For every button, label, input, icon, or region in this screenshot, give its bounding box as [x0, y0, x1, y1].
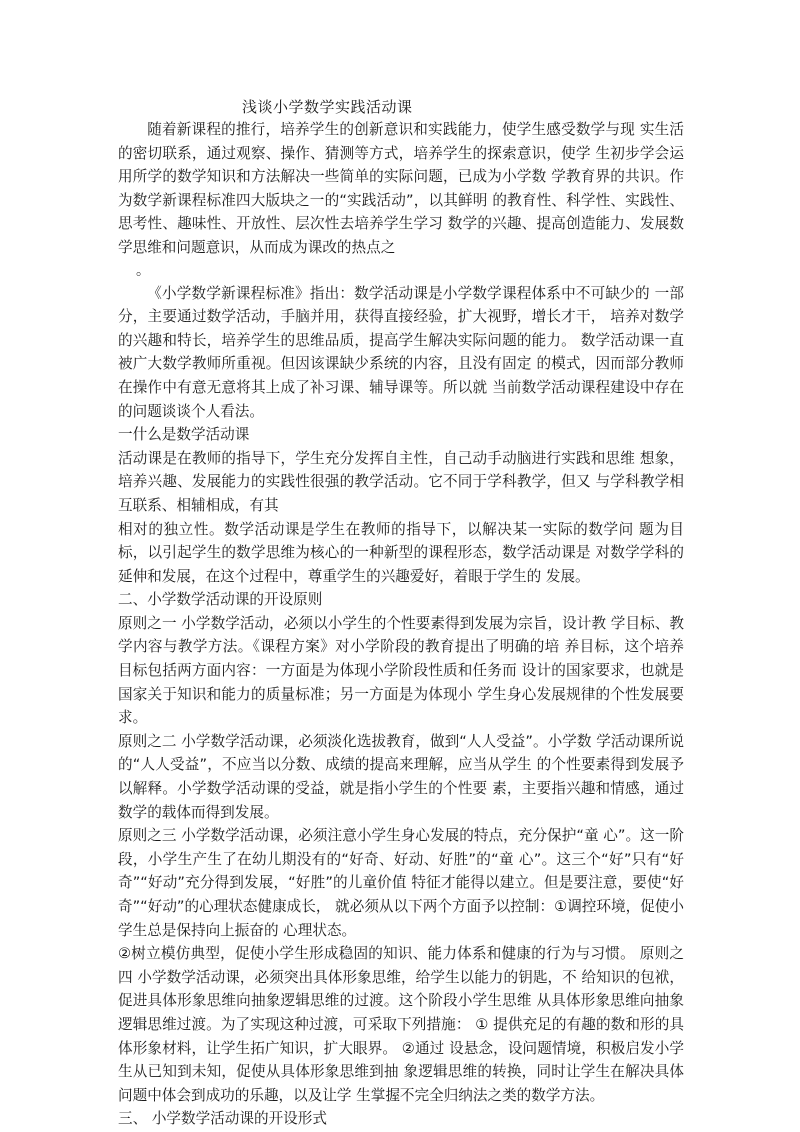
section-heading-what: 一什么是数学活动课	[118, 426, 250, 444]
definition-paragraph-1: 活动课是在教师的指导下，学生充分发挥自主性，自己动手动脑进行实践和思维 想象，培养兴趣、发展能力的实践性很强的教学活动。它不同于学科教学，但又 与学科教学相互联系、相辅相成，有其	[118, 449, 684, 514]
intro-end-mark: 。	[136, 262, 150, 279]
principle-two-paragraph: 原则之二 小学数学活动课，必须淡化选拔教育，做到“人人受益”。小学数 学活动课所说的“人人受益”，不应当以分数、成绩的提高来理解，应当从学生 的个性要素得到发展予以解释。小学数学活动课的受益，就是指小学生的个性要 素，主要指兴趣和情感，通过数学的载体而得到发展。	[118, 732, 684, 821]
section-heading-forms: 三、 小学数学活动课的开设形式	[118, 1110, 327, 1128]
principle-one-paragraph: 原则之一 小学数学活动，必须以小学生的个性要素得到发展为宗旨，设计教 学目标、教学内容与教学方法。《课程方案》对小学阶段的教育提出了明确的培 养目标，这个培养目标包括两方面内容：一方面是为体现小学阶段性质和任务而 设计的国家要求，也就是国家关于知识和能力的质量标准；另一方面是为体现小 学生身心发展规律的个性发展要求。	[118, 614, 684, 727]
principle-four-paragraph: ②树立模仿典型，促使小学生形成稳固的知识、能力体系和健康的行为与习惯。 原则之四 小学数学活动课，必须突出具体形象思维，给学生以能力的钥匙，不 给知识的包袱，促进具体形象思维向抽象逻辑思维的过渡。这个阶段小学生思维 从具体形象思维向抽象逻辑思维过渡。为了实现这种过渡，可采取下列措施： ① 提供充足的有趣的数和形的具体形象材料，让学生拓广知识，扩大眼界。 ②通过 设悬念，设问题情境，积极启发小学生从已知到未知，促使从具体形象思维到抽 象逻辑思维的转换，同时让学生在解决具体问题中体会到成功的乐趣，以及让学 生掌握不完全归纳法之类的数学方法。	[118, 945, 684, 1104]
document-title: 浅谈小学数学实践活动课	[242, 98, 413, 116]
document-page	[118, 96, 684, 1131]
definition-paragraph-2: 相对的独立性。数学活动课是学生在教师的指导下，以解决某一实际的数学问 题为目标，以引起学生的数学思维为核心的一种新型的课程形态，数学活动课是 对数学学科的延伸和发展，在这个过程中，尊重学生的兴趣爱好，着眼于学生的 发展。	[118, 520, 684, 585]
section-heading-principles: 二、小学数学活动课的开设原则	[118, 591, 323, 609]
intro-paragraph: 随着新课程的推行，培养学生的创新意识和实践能力，使学生感受数学与现 实生活的密切联系，通过观察、操作、猜测等方式，培养学生的探索意识，使学 生初步学会运用所学的数学知识和方法解决一些简单的实际问题，已成为小学数 学教育界的共识。作为数学新课程标准四大版块之一的“实践活动”，以其鲜明 的教育性、科学性、实践性、思考性、趣味性、开放性、层次性去培养学生学习 数学的兴趣、提高创造能力、发展数学思维和问题意识，从而成为课改的热点之	[118, 121, 684, 256]
principle-three-paragraph: 原则之三 小学数学活动课，必须注意小学生身心发展的特点，充分保护“童 心”。这一阶段，小学生产生了在幼儿期没有的“好奇、好动、好胜”的“童 心”。这三个“好”只有“好奇”“好动”充分得到发展，“好胜”的儿童价值 特征才能得以建立。但是要注意，要使“好奇”“好动”的心理状态健康成长， 就必须从以下两个方面予以控制：①调控环境，促使小学生总是保持向上振奋的 心理状态。	[118, 827, 684, 939]
standard-paragraph: 《小学数学新课程标准》指出：数学活动课是小学数学课程体系中不可缺少的 一部分，主要通过数学活动，手脑并用，获得直接经验，扩大视野，增长才干， 培养对数学的兴趣和特长，培养学生的思维品质，提高学生解决实际问题的能力。 数学活动课一直被广大数学教师所重视。但因该课缺少系统的内容，且没有固定 的模式，因而部分教师在操作中有意无意将其上成了补习课、辅导课等。所以就 当前数学活动课程建设中存在的问题谈谈个人看法。	[118, 284, 684, 420]
